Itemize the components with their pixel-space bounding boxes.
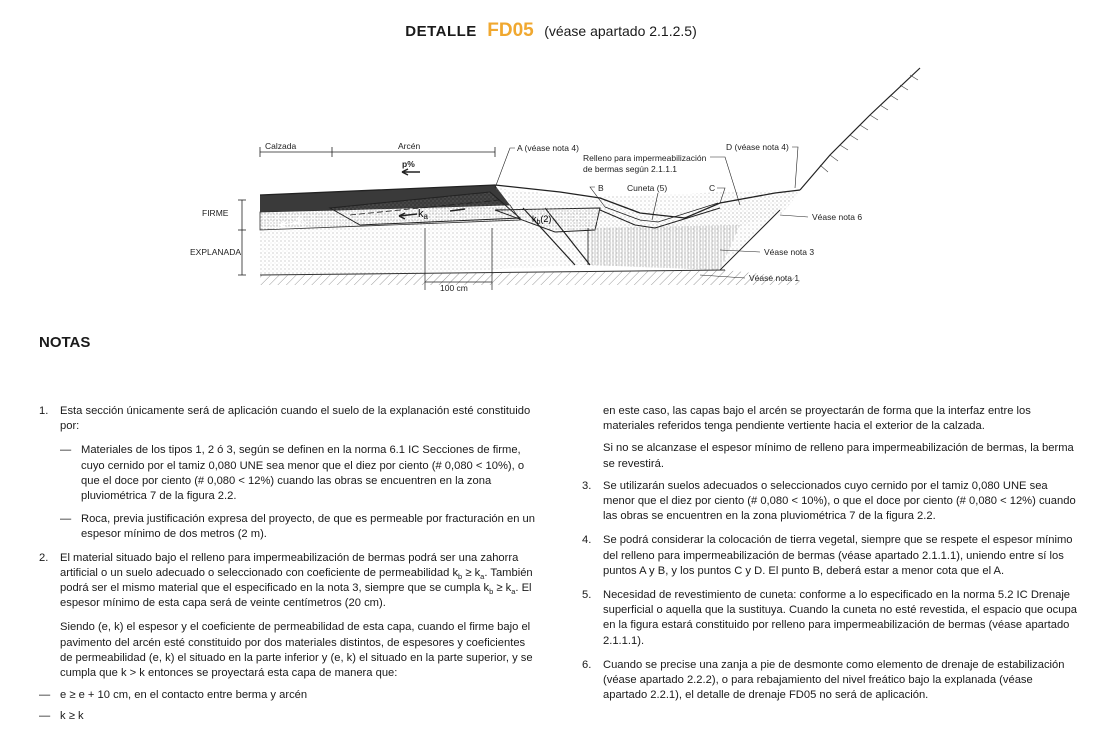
note-2-item-2: — k ≥ k: [39, 710, 84, 723]
title-code: FD05: [487, 20, 534, 41]
notes-right-column: [582, 404, 1079, 712]
label-nota-6: Véase nota 6: [812, 212, 863, 222]
note-1: 1. Esta sección únicamente será de aplicación cuando el suelo de la explanación esté constituido por:: [39, 405, 531, 433]
note-3: 3. Se utilizarán suelos adecuados o seleccionados cuyo cernido por el tamiz 0,080 UNE sea menor que el diez por ciento (# 0,080 < 10%), o que el doce por ciento (# 0,080 < 12%) cuando las obras se encuentren en la zona pluviométrica 7 de la figura 2.2.: [582, 479, 1076, 523]
label-c: C: [709, 183, 716, 193]
label-a-note: A (véase nota 4): [517, 143, 579, 153]
nota3-zone: [590, 225, 740, 270]
page-title: [0, 20, 1102, 42]
notes-heading: NOTAS: [39, 334, 91, 351]
label-relleno-2: de bermas según 2.1.1.1: [583, 164, 678, 174]
note-2-paragraph: Siendo (e, k) el espesor y el coeficiente de permeabilidad de esta capa, cuando el firme bajo el pavimento del arcén esté constituido por dos materiales distintos, de espesores y coeficientes de permeabilidad (e, k) el situado en la parte inferior y (e, k) el situado en la parte superior, y se cumpla que k > k entonces se proyectará esta capa de manera que:: [60, 621, 533, 680]
label-calzada: Calzada: [265, 141, 297, 151]
label-ka: ka: [418, 208, 428, 221]
note-2-berma-revestida: Si no se alcanzase el espesor mínimo de relleno para impermeabilización de bermas, la berma se revestirá.: [603, 442, 1074, 470]
label-cuneta: Cuneta (5): [627, 183, 668, 193]
title-prefix: DETALLE: [405, 23, 477, 40]
cross-section-diagram: [180, 60, 940, 310]
label-nota-3: Véase nota 3: [764, 247, 815, 257]
note-5: 5. Necesidad de revestimiento de cuneta: conforme a lo especificado en la norma 5.2 IC Drenaje superficial o aquella que la sustituya. Cuando la cuneta no esté revestida, el espacio que ocupa en la figura estará constituido por relleno para impermeabilización de bermas (véase apartado 2.1.1.1).: [582, 589, 1077, 647]
note-6: 6. Cuando se precise una zanja a pie de desmonte como elemento de drenaje de estabilización (véase apartado 2.2.2), o para rebajamiento del nivel freático bajo la explanada (véase apartado 2.2.1), el detalle de drenaje FD05 no será de aplicación.: [582, 658, 1065, 702]
note-2: 2. El material situado bajo el relleno para impermeabilización de bermas podrá ser una zahorra artificial o un suelo adecuado o seleccionado con coeficiente de permeabilidad $k_b \ge k_a$. También podrá ser el mismo material que el especificado en la nota 3, siempre que se cumpla $k_b \ge k_a$. El espesor mínimo de esta capa será de veinte centímetros (20 cm).: [39, 551, 533, 610]
label-arcen: Arcén: [398, 141, 421, 151]
label-kb: $k_b(2)$: [532, 214, 552, 226]
note-2-continuation: en este caso, las capas bajo el arcén se proyectarán de forma que la interfaz entre los materiales referidos tenga pendiente vertiente hacia el exterior de la calzada.: [603, 405, 1031, 433]
note-4: 4. Se podrá considerar la colocación de tierra vegetal, siempre que se respete el espesor mínimo del relleno para impermeabilización de bermas (véase apartado 2.1.1.1), uniendo entre sí los puntos A y B, y los puntos C y D. El punto B, deberá estar a menor cota que el A.: [582, 534, 1073, 577]
label-kc: kc: [297, 216, 307, 229]
label-firme: FIRME: [202, 208, 229, 218]
label-100cm: 100 cm: [440, 283, 468, 293]
label-b: B: [598, 183, 604, 193]
note-1-item-2: — Roca, previa justificación expresa del proyecto, de que es permeable por fracturación en un espesor mínimo de dos metros (2 m).: [60, 513, 535, 541]
notes-left-column: [39, 404, 539, 733]
label-relleno-1: Relleno para impermeabilización: [583, 153, 707, 163]
title-reference: (véase apartado 2.1.2.5): [544, 23, 697, 39]
label-explanada: EXPLANADA: [190, 247, 242, 257]
label-nota-1: Véase nota 1: [749, 273, 800, 283]
label-pendiente: p%: [402, 159, 415, 169]
note-2-item-1: — e ≥ e + 10 cm, en el contacto entre berma y arcén: [39, 689, 308, 702]
note-1-item-1: — Materiales de los tipos 1, 2 ó 3, según se definen en la norma 6.1 IC Secciones de firme, cuyo cernido por el tamiz 0,080 UNE sea menor que el diez por ciento (# 0,080 < 10%), o que el doce por ciento (# 0,080 < 12%) cuando las obras se encuentren en la zona pluviométrica 7 de la figura 2.2.: [60, 444, 525, 503]
label-d-note: D (véase nota 4): [726, 142, 789, 152]
